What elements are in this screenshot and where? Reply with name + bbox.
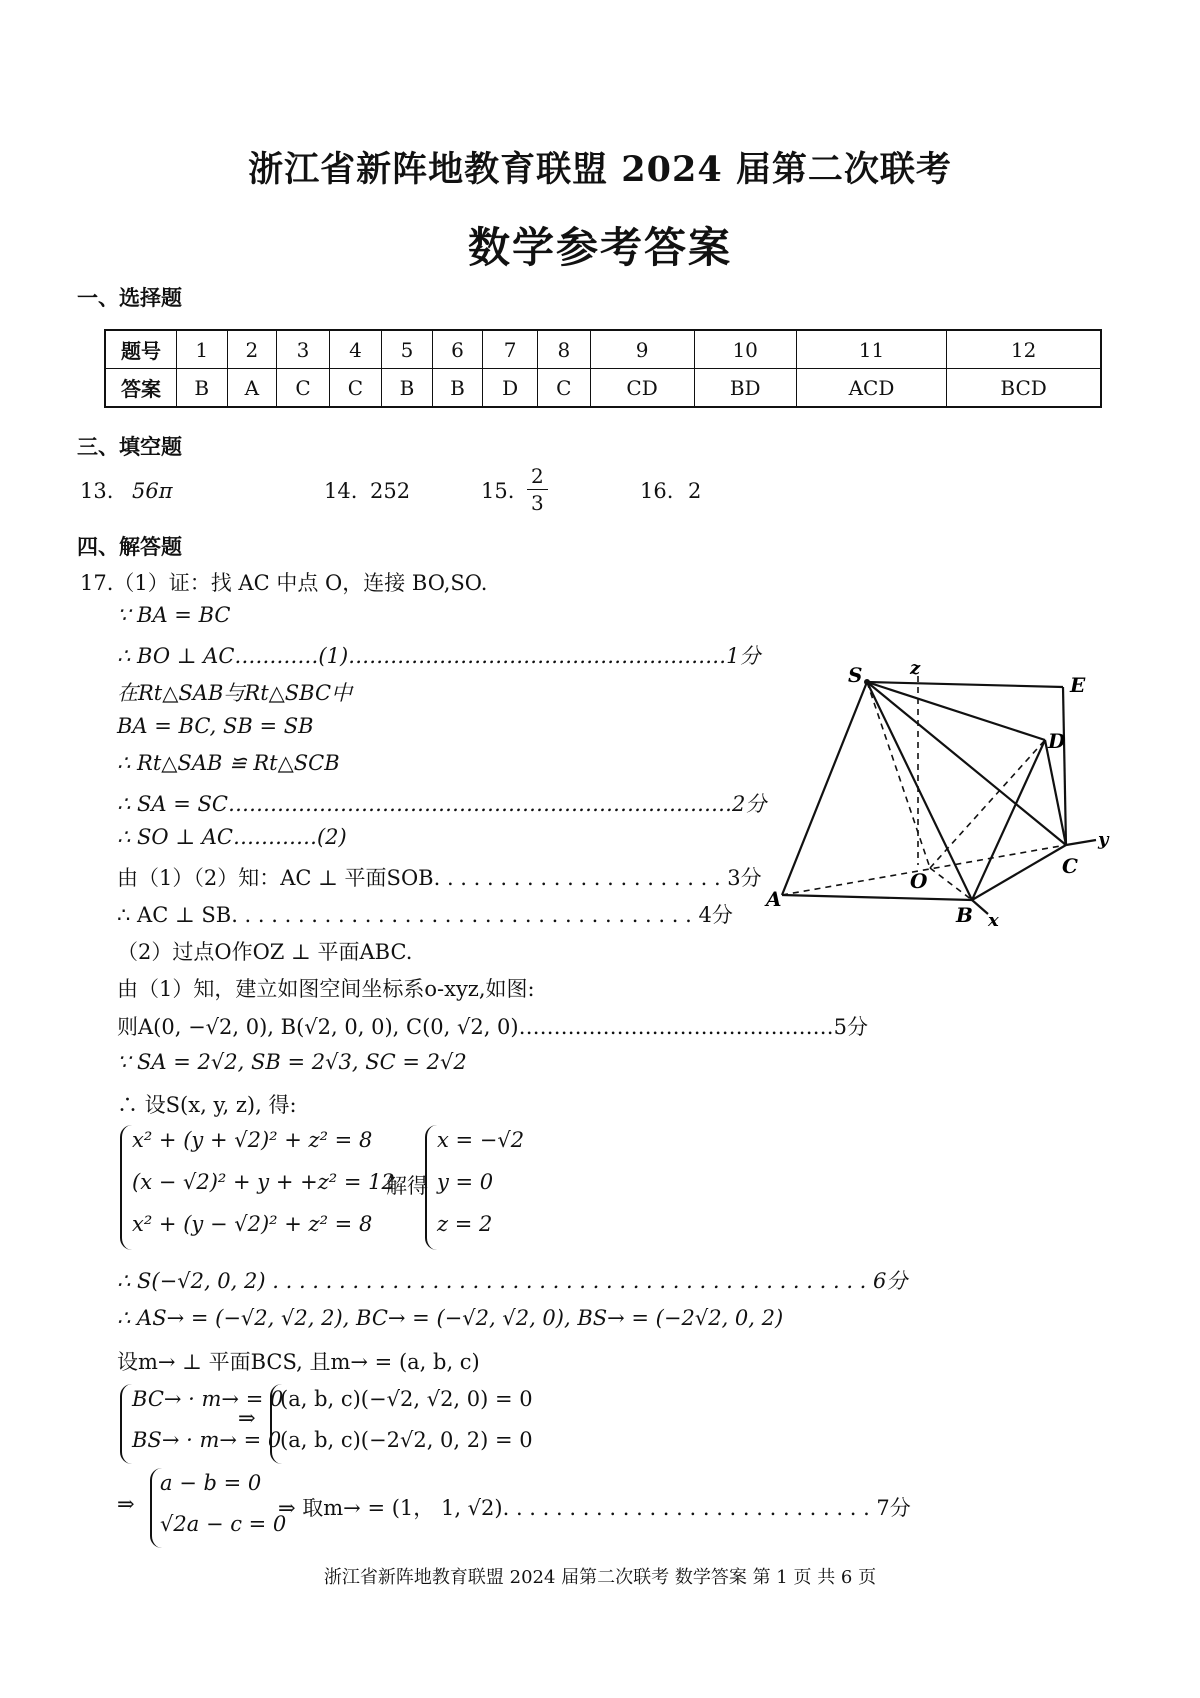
- table-cell: B: [432, 369, 483, 408]
- equation-line: (x − √2)² + y + +z² = 12: [132, 1170, 395, 1194]
- q13-number: 13.: [80, 479, 114, 503]
- equation-line: x² + (y + √2)² + z² = 8: [132, 1128, 373, 1152]
- left-brace: [120, 1384, 132, 1464]
- table-header-answer: 答案: [105, 369, 177, 408]
- solution-line: 17.（1）证：找 AC 中点 O，连接 BO,SO.: [80, 571, 488, 595]
- table-cell: 2: [227, 330, 277, 369]
- solution-line: ∴ AC ⊥ SB. . . . . . . . . . . . . . . . . . . . . . . . . . . . . . . . . . . 4分: [117, 903, 733, 927]
- solution-line: ∴ Rt△SAB ≌ Rt△SCB: [117, 751, 340, 775]
- equation-line: BC→ · m→ = 0: [132, 1387, 284, 1411]
- table-cell: D: [483, 369, 538, 408]
- table-cell: CD: [590, 369, 694, 408]
- table-header-number: 题号: [105, 330, 177, 369]
- table-cell: 3: [277, 330, 329, 369]
- label-o: O: [910, 869, 928, 893]
- solution-line: ∴ BO ⊥ AC…………(1)………………………………………………1分: [117, 644, 761, 668]
- table-cell: 11: [796, 330, 947, 369]
- section-solution-heading: 四、解答题: [77, 535, 182, 559]
- table-cell: 4: [329, 330, 381, 369]
- table-cell: 8: [538, 330, 590, 369]
- label-e: E: [1070, 673, 1086, 697]
- solution-line: ∴ SO ⊥ AC…………(2): [117, 825, 347, 849]
- solve-label: 解得: [386, 1174, 428, 1198]
- q14-answer: 252: [370, 479, 411, 503]
- label-c: C: [1062, 854, 1078, 878]
- table-cell: ACD: [796, 369, 947, 408]
- right-brace: [425, 1125, 437, 1250]
- table-cell: B: [382, 369, 433, 408]
- label-a: A: [766, 887, 782, 911]
- equation-line: z = 2: [437, 1212, 493, 1236]
- q13-answer: 56π: [132, 479, 173, 503]
- implies-arrow: ⇒: [238, 1406, 256, 1430]
- solution-line: ∴ 设S(x, y, z), 得:: [117, 1093, 297, 1117]
- table-row-numbers: [105, 330, 1101, 369]
- table-cell: C: [538, 369, 590, 408]
- equation-line: (a, b, c)(−2√2, 0, 2) = 0: [280, 1428, 533, 1452]
- equation-line: BS→ · m→ = 0: [132, 1428, 282, 1452]
- answer-table: [104, 329, 1102, 408]
- solution-line: BA = BC, SB = SB: [117, 714, 314, 738]
- label-s: S: [848, 663, 863, 687]
- table-cell: 12: [947, 330, 1101, 369]
- table-cell: 6: [432, 330, 483, 369]
- q16-answer: 2: [688, 479, 702, 503]
- section-choice-heading: 一、选择题: [77, 286, 182, 310]
- q14-number: 14.: [324, 479, 358, 503]
- table-cell: 7: [483, 330, 538, 369]
- table-cell: 9: [590, 330, 694, 369]
- table-cell: B: [177, 369, 228, 408]
- fraction-numerator: 2: [527, 463, 548, 490]
- table-cell: 1: [177, 330, 228, 369]
- section-fill-heading: 三、填空题: [77, 435, 182, 459]
- page-title: 浙江省新阵地教育联盟 2024 届第二次联考: [248, 149, 952, 190]
- equation-line: √2a − c = 0: [160, 1512, 287, 1536]
- q16-number: 16.: [640, 479, 674, 503]
- table-cell: BCD: [947, 369, 1101, 408]
- table-row-answers: [105, 369, 1101, 408]
- solution-line: ∴ AS→ = (−√2, √2, 2), BC→ = (−√2, √2, 0), BS→ = (−2√2, 0, 2): [117, 1306, 784, 1330]
- q15-fraction: [527, 463, 548, 516]
- pyramid-figure: [760, 660, 1110, 930]
- solution-line: （2）过点O作OZ ⊥ 平面ABC.: [117, 940, 413, 964]
- table-cell: A: [227, 369, 277, 408]
- solution-line: 在Rt△SAB与Rt△SBC中: [117, 681, 353, 705]
- label-d: D: [1048, 729, 1066, 753]
- solution-line: ∵ BA = BC: [117, 603, 231, 627]
- solution-line: ∵ SA = 2√2, SB = 2√3, SC = 2√2: [117, 1050, 467, 1074]
- equation-line: x² + (y − √2)² + z² = 8: [132, 1212, 373, 1236]
- solution-line: 则A(0, −√2, 0), B(√2, 0, 0), C(0, √2, 0)………………………………………5分: [117, 1015, 868, 1039]
- solution-line: ⇒ 取m→ = (1， 1, √2). . . . . . . . . . . . . . . . . . . . . . . . . . . . 7分: [278, 1496, 911, 1520]
- table-cell: C: [277, 369, 329, 408]
- label-y: y: [1098, 829, 1109, 850]
- solution-line: 设m→ ⊥ 平面BCS, 且m→ = (a, b, c): [117, 1350, 480, 1374]
- equation-line: x = −√2: [437, 1128, 525, 1152]
- solution-line: 由（1）（2）知：AC ⊥ 平面SOB. . . . . . . . . . . . . . . . . . . . . . 3分: [117, 866, 762, 890]
- table-cell: 10: [694, 330, 796, 369]
- equation-line: a − b = 0: [160, 1471, 262, 1495]
- implies-arrow: ⇒: [117, 1492, 135, 1516]
- solution-line: 由（1）知，建立如图空间坐标系o-xyz,如图:: [117, 977, 535, 1001]
- solution-line: ∴ S(−√2, 0, 2) . . . . . . . . . . . . . . . . . . . . . . . . . . . . . . . . . . . . . . . . . . . . . 6分: [117, 1269, 908, 1293]
- fraction-denominator: 3: [531, 491, 544, 515]
- table-cell: 5: [382, 330, 433, 369]
- table-cell: C: [329, 369, 381, 408]
- page-footer: 浙江省新阵地教育联盟 2024 届第二次联考 数学答案 第 1 页 共 6 页: [323, 1567, 877, 1588]
- solution-line: ∴ SA = SC………………………………………………………………2分: [117, 792, 767, 816]
- left-brace: [120, 1125, 132, 1250]
- equation-line: y = 0: [437, 1170, 494, 1194]
- q15-number: 15.: [481, 479, 515, 503]
- table-cell: BD: [694, 369, 796, 408]
- label-b: B: [956, 903, 973, 927]
- page-subtitle: 数学参考答案: [467, 223, 732, 272]
- label-z: z: [910, 660, 921, 679]
- label-x: x: [988, 910, 999, 930]
- equation-line: (a, b, c)(−√2, √2, 0) = 0: [280, 1387, 533, 1411]
